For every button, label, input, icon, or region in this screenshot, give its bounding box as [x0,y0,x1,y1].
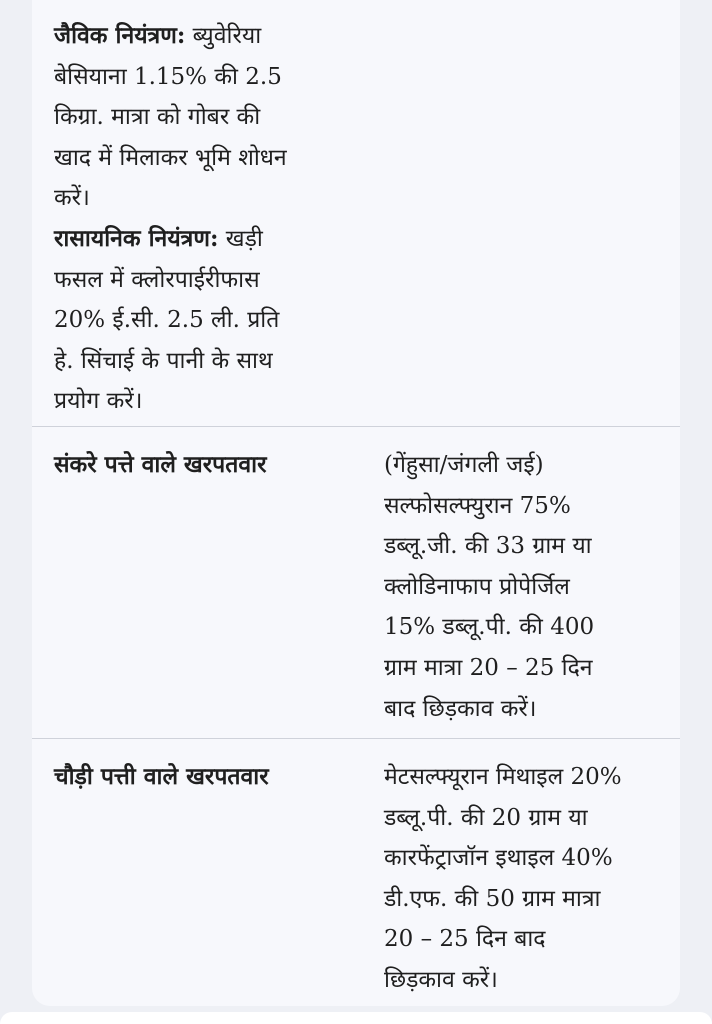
text-fragment: ब्युवेरिया [185,23,262,49]
text-line: मेटसल्फ्यूरान मिथाइल 20% [384,764,622,790]
text-line: डी.एफ. की 50 ग्राम मात्रा [384,885,601,912]
text-line: डब्लू.पी. की 20 ग्राम या [384,804,588,831]
text-line: बेसियाना 1.15% की 2.5 [54,63,282,90]
text-line: कारफेंट्राजॉन इथाइल 40% [384,845,613,872]
text-line: (गेंहुसा/जंगली जई) [384,452,544,478]
chemical-control-label: रासायनिक नियंत्रण: [54,224,219,252]
control-methods-cell [54,16,354,422]
treatment-cell [384,757,674,1001]
text-line: खाद में मिलाकर भूमि शोधन [54,144,287,171]
text-fragment: खड़ी [218,225,263,252]
treatment-table [32,0,680,1006]
text-line: ग्राम मात्रा 20 – 25 दिन [384,654,593,681]
text-line: किग्रा. मात्रा को गोबर की [54,104,261,131]
text-line: 20 – 25 दिन बाद [384,926,546,953]
table-row [32,739,680,1006]
text-line: फसल में क्लोरपाईरीफास [54,266,260,293]
table-row [32,427,680,738]
text-line [54,219,354,260]
bio-control-label: जैविक नियंत्रण: [54,22,186,49]
text-line: करें। [54,185,90,212]
text-line: छिड़काव करें। [384,966,498,993]
text-line: 20% ई.सी. 2.5 ली. प्रति [54,307,280,334]
bottom-sheet-edge [0,1012,712,1024]
text-line: बाद छिड़काव करें। [384,695,537,722]
text-line [54,16,354,57]
weed-type-cell: चौड़ी पत्ती वाले खरपतवार [54,763,269,790]
text-line: क्लोडिनाफाप प्रोपेर्जिल [384,573,570,600]
text-line: सल्फोसल्फ्युरान 75% [384,492,571,519]
table-row [32,0,680,426]
weed-type-cell: संकरे पत्ते वाले खरपतवार [54,451,267,478]
text-line: प्रयोग करें। [54,388,143,415]
text-line: 15% डब्लू.पी. की 400 [384,614,595,641]
treatment-cell [384,445,674,729]
text-line: डब्लू.जी. की 33 ग्राम या [384,533,592,560]
text-line: हे. सिंचाई के पानी के साथ [54,347,273,374]
